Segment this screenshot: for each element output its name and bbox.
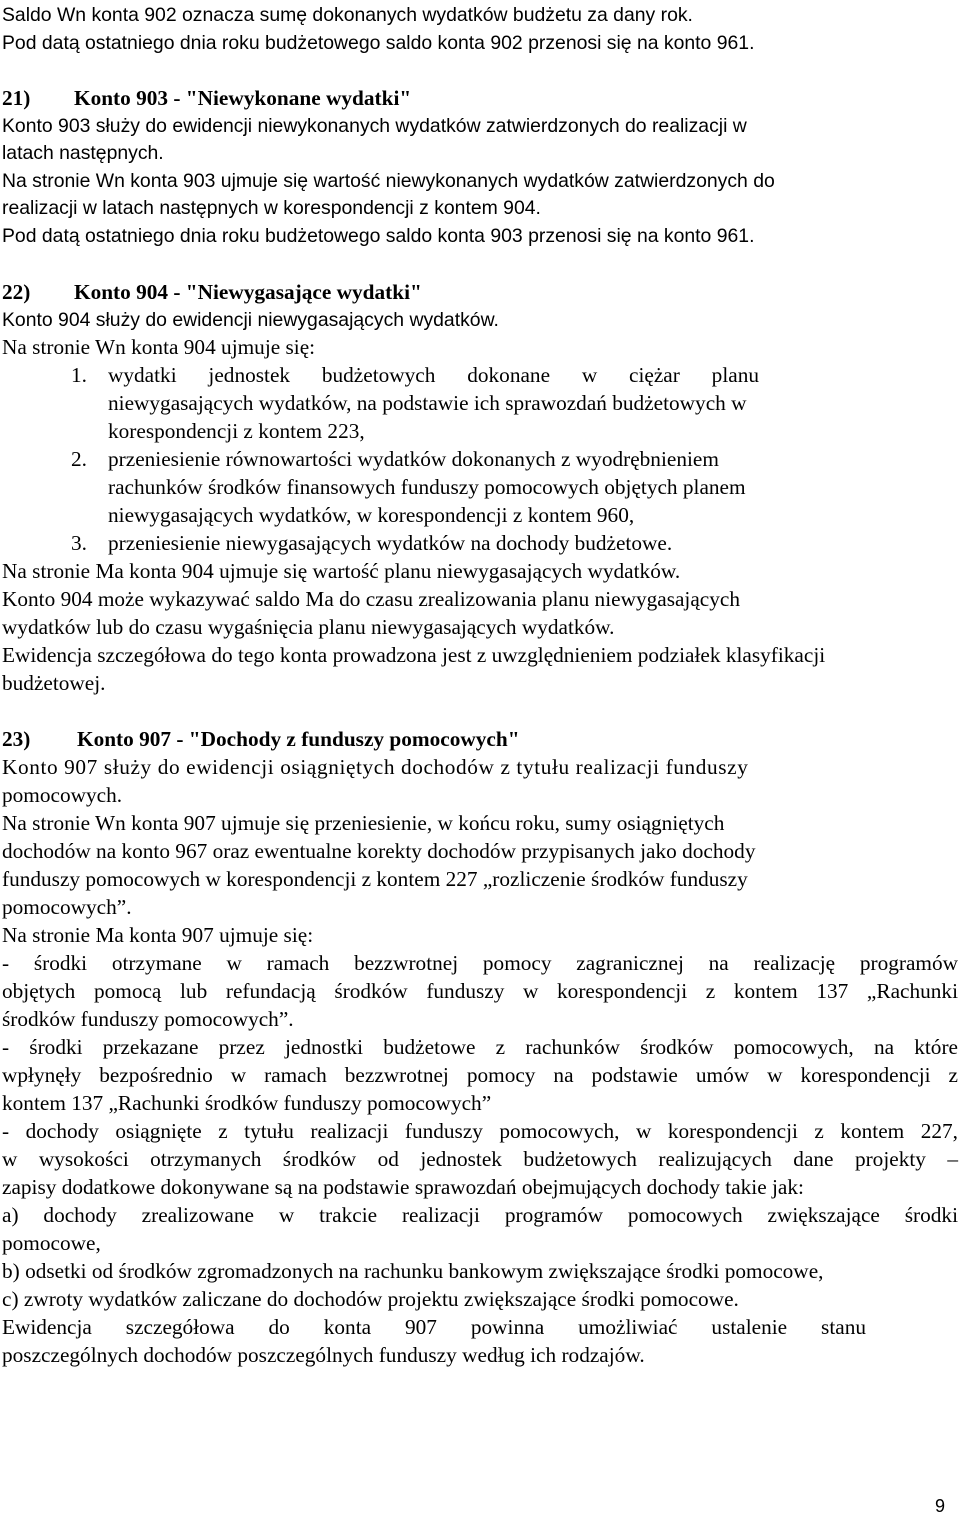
list-item-1 <box>71 361 759 389</box>
paragraph-line: Konto 903 służy do ewidencji niewykonanych wydatków zatwierdzonych do realizacji w <box>2 115 747 137</box>
paragraph-line: wydatków lub do czasu wygaśnięcia planu niewygasających wydatków. <box>2 615 615 639</box>
list-number: 2. <box>71 447 87 471</box>
paragraph-line: budżetowej. <box>2 671 106 695</box>
list-text: przeniesienie równowartości wydatków dokonanych z wyodrębnieniem <box>108 447 719 471</box>
list-item-line: niewygasających wydatków, w korespondencji z kontem 960, <box>108 503 635 527</box>
paragraph-line: kontem 137 „Rachunki środków funduszy pomocowych” <box>2 1091 492 1115</box>
list-text: przeniesienie niewygasających wydatków na dochody budżetowe. <box>108 531 673 555</box>
list-item-line: niewygasających wydatków, na podstawie ich sprawozdań budżetowych w <box>108 391 747 415</box>
paragraph-line: dochodów na konto 967 oraz ewentualne korekty dochodów przypisanych jako dochody <box>2 839 756 863</box>
paragraph-line: b) odsetki od środków zgromadzonych na rachunku bankowym zwiększające środki pomocowe, <box>2 1259 824 1283</box>
list-text: wydatki jednostek budżetowych dokonane w ciężar planu <box>108 363 759 387</box>
page-number: 9 <box>935 1496 946 1516</box>
paragraph-line: Konto 907 służy do ewidencji osiągniętych dochodów z tytułu realizacji funduszy <box>2 755 749 779</box>
paragraph-line: - środki przekazane przez jednostki budżetowe z rachunków środków pomocowych, na które <box>2 1035 958 1059</box>
paragraph-line: Konto 904 służy do ewidencji niewygasających wydatków. <box>2 309 499 331</box>
paragraph-line: pomocowych. <box>2 783 123 807</box>
paragraph-line: c) zwroty wydatków zaliczane do dochodów projektu zwiększające środki pomocowe. <box>2 1287 739 1311</box>
paragraph-line: - środki otrzymane w ramach bezzwrotnej pomocy zagranicznej na realizację programów <box>2 951 958 975</box>
paragraph-line: Na stronie Ma konta 904 ujmuje się wartość planu niewygasających wydatków. <box>2 559 681 583</box>
section-title: Konto 903 - "Niewykonane wydatki" <box>74 86 412 110</box>
paragraph-line: pomocowych”. <box>2 895 132 919</box>
paragraph-line: zapisy dodatkowe dokonywane są na podstawie sprawozdań obejmujących dochody takie jak: <box>2 1175 804 1199</box>
paragraph-line: pomocowe, <box>2 1231 101 1255</box>
section-number: 21) <box>2 86 31 110</box>
paragraph-line: Ewidencja szczegółowa do konta 907 powinna umożliwiać ustalenie stanu <box>2 1315 866 1339</box>
paragraph-line: Na stronie Wn konta 904 ujmuje się: <box>2 335 316 359</box>
list-item-2 <box>71 445 719 473</box>
paragraph-line: - dochody osiągnięte z tytułu realizacji funduszy pomocowych, w korespondencji z kontem 227, <box>2 1119 958 1143</box>
paragraph-line: środków funduszy pomocowych”. <box>2 1007 294 1031</box>
paragraph-line: wpłynęły bezpośrednio w ramach bezzwrotnej pomocy na podstawie umów w korespondencji z <box>2 1063 958 1087</box>
paragraph-line: Pod datą ostatniego dnia roku budżetowego saldo konta 903 przenosi się na konto 961. <box>2 225 755 247</box>
section-number: 22) <box>2 280 31 304</box>
list-item-line: rachunków środków finansowych funduszy pomocowych objętych planem <box>108 475 746 499</box>
list-number: 1. <box>71 363 87 387</box>
section-heading-22 <box>2 278 422 306</box>
section-title: Konto 904 - "Niewygasające wydatki" <box>74 280 422 304</box>
list-item-line: korespondencji z kontem 223, <box>108 419 365 443</box>
paragraph-line: realizacji w latach następnych w korespondencji z kontem 904. <box>2 197 541 219</box>
paragraph-line: Pod datą ostatniego dnia roku budżetowego saldo konta 902 przenosi się na konto 961. <box>2 32 755 54</box>
paragraph-line: Na stronie Ma konta 907 ujmuje się: <box>2 923 314 947</box>
paragraph-line: Saldo Wn konta 902 oznacza sumę dokonanych wydatków budżetu za dany rok. <box>2 4 693 26</box>
section-title: Konto 907 - "Dochody z funduszy pomocowych" <box>77 727 520 751</box>
paragraph-line: w wysokości otrzymanych środków od jednostek budżetowych realizujących dane projekty – <box>2 1147 958 1171</box>
paragraph-line: poszczególnych dochodów poszczególnych funduszy według ich rodzajów. <box>2 1343 645 1367</box>
section-number: 23) <box>2 727 31 751</box>
paragraph-line: objętych pomocą lub refundacją środków funduszy w korespondencji z kontem 137 „Rachunki <box>2 979 958 1003</box>
paragraph-line: latach następnych. <box>2 142 164 164</box>
section-heading-23 <box>2 725 520 753</box>
list-item-3 <box>71 529 673 557</box>
paragraph-line: Na stronie Wn konta 903 ujmuje się wartość niewykonanych wydatków zatwierdzonych do <box>2 170 775 192</box>
paragraph-line: a) dochody zrealizowane w trakcie realizacji programów pomocowych zwiększające środki <box>2 1203 958 1227</box>
paragraph-line: funduszy pomocowych w korespondencji z kontem 227 „rozliczenie środków funduszy <box>2 867 748 891</box>
section-heading-21 <box>2 84 411 112</box>
paragraph-line: Konto 904 może wykazywać saldo Ma do czasu zrealizowania planu niewygasających <box>2 587 741 611</box>
paragraph-line: Na stronie Wn konta 907 ujmuje się przeniesienie, w końcu roku, sumy osiągniętych <box>2 811 725 835</box>
list-number: 3. <box>71 531 87 555</box>
paragraph-line: Ewidencja szczegółowa do tego konta prowadzona jest z uwzględnieniem podziałek klasyfikacji <box>2 643 826 667</box>
